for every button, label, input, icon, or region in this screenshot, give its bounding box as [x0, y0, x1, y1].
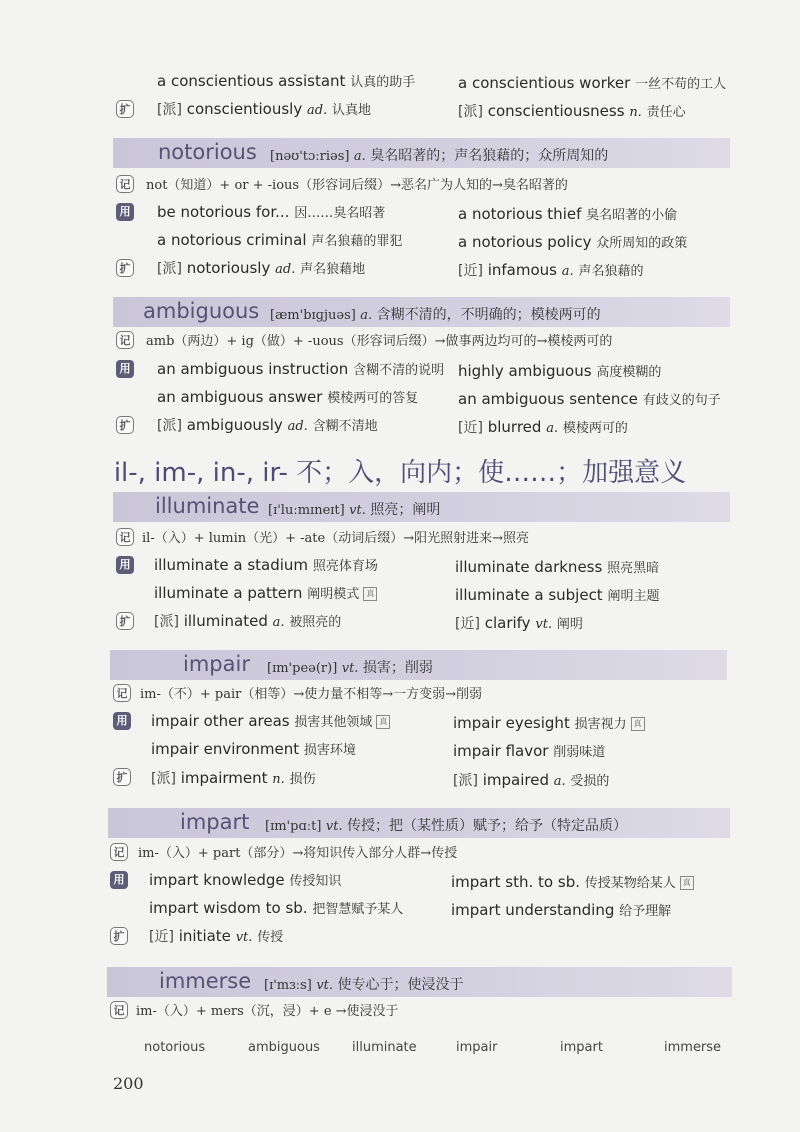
page-number: 200: [113, 1074, 144, 1093]
derivative-item: [派] conscientiously ad. 认真地: [157, 100, 372, 118]
memory-icon: 记: [113, 684, 131, 702]
usage-example: a notorious criminal 声名狼藉的罪犯: [157, 231, 403, 249]
expand-icon: 扩: [116, 612, 134, 630]
entry-header-ambiguous: [113, 297, 730, 327]
usage-example: impart knowledge 传授知识: [149, 871, 342, 889]
memory-icon: 记: [116, 175, 134, 193]
stamp-icon: 真: [680, 876, 694, 890]
expand-icon: 扩: [116, 259, 134, 277]
stamp-icon: 真: [376, 715, 390, 729]
definition: [ɪm'peə(r)] vt. 损害；削弱: [267, 660, 433, 676]
definition: [æm'bɪɡjuəs] a. 含糊不清的，不明确的；模棱两可的: [270, 307, 601, 323]
headword: immerse: [159, 969, 252, 993]
stamp-icon: 真: [631, 717, 645, 731]
etymology-line: amb（两边）+ ig（做）+ -uous（形容词后缀）→做事两边均可的→模棱两可的: [146, 334, 613, 349]
etymology-line: not（知道）+ or + -ious（形容词后缀）→恶名广为人知的→臭名昭著的: [146, 178, 568, 193]
derivative-item: [近] clarify vt. 阐明: [455, 614, 583, 632]
usage-example: impair flavor 削弱味道: [453, 742, 606, 760]
entry-header-illuminate: [113, 492, 730, 522]
expand-icon: 扩: [110, 927, 128, 945]
derivative-item: [派] conscientiousness n. 责任心: [458, 102, 686, 120]
word-index: [0, 1040, 800, 1062]
usage-icon: 用: [113, 712, 131, 730]
index-word: illuminate: [352, 1040, 417, 1055]
derivative-item: [派] ambiguously ad. 含糊不清地: [157, 416, 378, 434]
usage-example: be notorious for... 因……臭名昭著: [157, 203, 386, 221]
entry-header-impair: [110, 650, 727, 680]
memory-icon: 记: [116, 528, 134, 546]
memory-icon: 记: [110, 1001, 128, 1019]
usage-example: a notorious thief 臭名昭著的小偷: [458, 205, 678, 223]
expand-icon: 扩: [116, 416, 134, 434]
usage-icon: 用: [116, 203, 134, 221]
derivative-item: [近] initiate vt. 传授: [149, 927, 284, 945]
headword: impair: [183, 652, 250, 676]
index-word: impair: [456, 1040, 498, 1055]
memory-icon: 记: [110, 843, 128, 861]
index-word: impart: [560, 1040, 603, 1055]
index-word: notorious: [144, 1040, 206, 1055]
etymology-line: im-（不）+ pair（相等）→使力量不相等→一方变弱→削弱: [140, 687, 483, 702]
definition: [ɪm'pɑːt] vt. 传授；把（某性质）赋予；给予（特定品质）: [265, 818, 628, 834]
etymology-line: im-（入）+ part（部分）→将知识传入部分人群→传授: [138, 846, 458, 861]
derivative-item: [派] notoriously ad. 声名狼藉地: [157, 259, 366, 277]
usage-example: illuminate a subject 阐明主题: [455, 586, 660, 604]
entry-header-impart: [108, 808, 730, 838]
definition: [ɪ'luːmɪneɪt] vt. 照亮；阐明: [268, 502, 441, 518]
usage-example: an ambiguous instruction 含糊不清的说明: [157, 360, 445, 378]
headword: notorious: [158, 140, 257, 164]
entry-header-immerse: [107, 967, 732, 997]
usage-example: a conscientious worker 一丝不苟的工人: [458, 74, 727, 92]
headword: illuminate: [155, 494, 260, 518]
etymology-line: im-（入）+ mers（沉，浸）+ e →使浸没于: [136, 1004, 399, 1019]
usage-example: impair eyesight 损害视力 真: [453, 713, 645, 735]
usage-example: impart sth. to sb. 传授某物给某人 真: [451, 872, 694, 894]
usage-example: illuminate darkness 照亮黑暗: [455, 558, 660, 576]
usage-icon: 用: [110, 871, 128, 889]
usage-icon: 用: [116, 556, 134, 574]
section-heading: il-, im-, in-, ir- 不；入，向内；使……；加强意义: [113, 458, 687, 488]
usage-example: impair other areas 损害其他领域 真: [151, 711, 390, 733]
headword: ambiguous: [143, 299, 260, 323]
usage-example: impart wisdom to sb. 把智慧赋予某人: [149, 899, 404, 917]
usage-example: highly ambiguous 高度模糊的: [458, 362, 662, 380]
usage-example: impair environment 损害环境: [151, 740, 356, 758]
entry-header-notorious: [113, 138, 730, 168]
headword: impart: [180, 810, 250, 834]
usage-example: a notorious policy 众所周知的政策: [458, 233, 688, 251]
usage-example: an ambiguous sentence 有歧义的句子: [458, 390, 721, 408]
usage-example: impart understanding 给予理解: [451, 901, 672, 919]
usage-example: illuminate a pattern 阐明模式 真: [154, 583, 377, 605]
etymology-line: il-（入）+ lumin（光）+ -ate（动词后缀）→阳光照射进来→照亮: [142, 531, 529, 546]
derivative-item: [派] illuminated a. 被照亮的: [154, 612, 342, 630]
memory-icon: 记: [116, 331, 134, 349]
usage-icon: 用: [116, 360, 134, 378]
definition: [ɪ'mɜːs] vt. 使专心于；使浸没于: [264, 977, 464, 993]
expand-icon: 扩: [116, 100, 134, 118]
usage-example: illuminate a stadium 照亮体育场: [154, 556, 378, 574]
index-word: immerse: [664, 1040, 722, 1055]
index-word: ambiguous: [248, 1040, 320, 1055]
derivative-item: [近] blurred a. 模棱两可的: [458, 418, 628, 436]
derivative-item: [派] impairment n. 损伤: [151, 769, 316, 787]
stamp-icon: 真: [363, 587, 377, 601]
usage-example: a conscientious assistant 认真的助手: [157, 72, 416, 90]
usage-example: an ambiguous answer 模棱两可的答复: [157, 388, 419, 406]
derivative-item: [派] impaired a. 受损的: [453, 771, 610, 789]
derivative-item: [近] infamous a. 声名狼藉的: [458, 261, 644, 279]
expand-icon: 扩: [113, 768, 131, 786]
definition: [nəʊ'tɔːriəs] a. 臭名昭著的；声名狼藉的；众所周知的: [270, 148, 609, 164]
